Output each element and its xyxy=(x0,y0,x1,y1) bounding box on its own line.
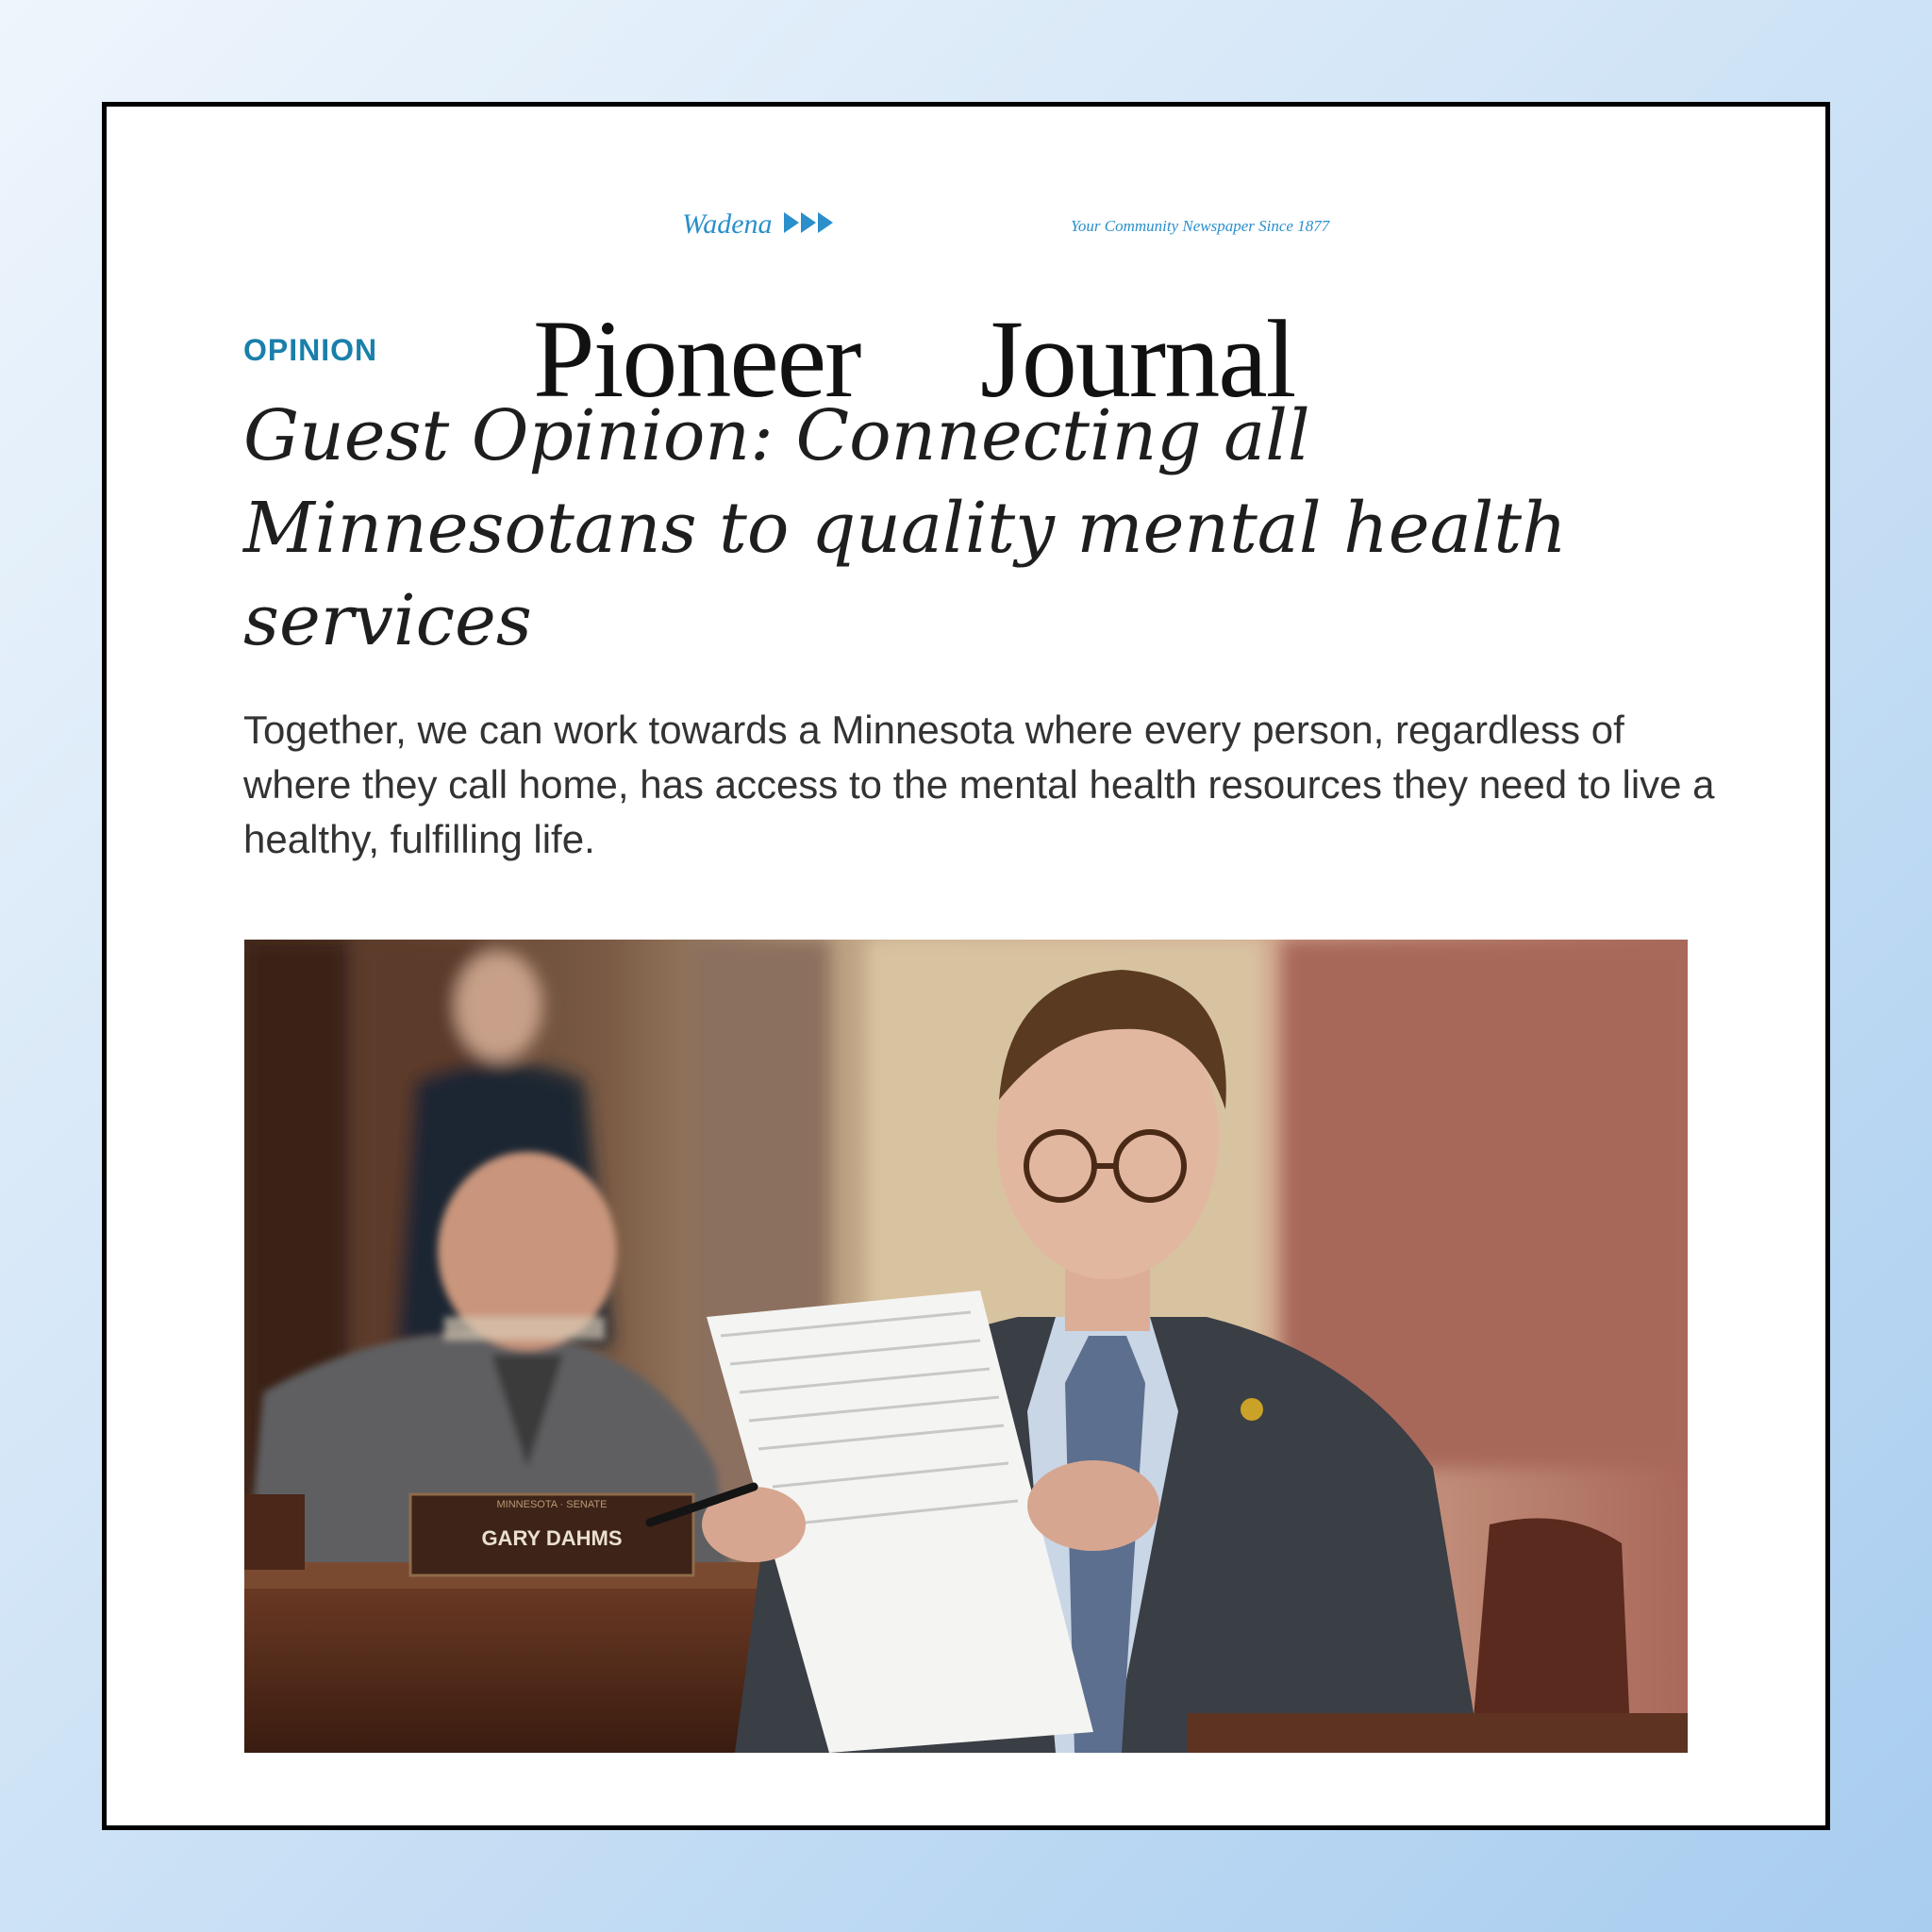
nameplate-name: GARY DAHMS xyxy=(481,1526,623,1550)
section-label[interactable]: OPINION xyxy=(243,333,378,367)
logo-city: Wadena xyxy=(682,208,773,240)
logo-arrows-icon xyxy=(784,212,833,233)
logo-name-pioneer: Pioneer xyxy=(533,297,860,420)
nameplate xyxy=(410,1494,693,1575)
article-card xyxy=(102,102,1830,1830)
senate-chamber-photo xyxy=(244,940,1688,1753)
logo-tagline: Your Community Newspaper Since 1877 xyxy=(1071,217,1330,235)
logo-name-journal: Journal xyxy=(980,297,1295,420)
masthead xyxy=(107,193,1825,420)
newspaper-logo[interactable] xyxy=(107,193,1825,420)
article-photo[interactable] xyxy=(244,940,1688,1753)
article-dek: Together, we can work towards a Minnesota where every person, regardless of where they call home, has access to the mental health resources they need to live a healthy, fulfilling life. xyxy=(243,708,1715,861)
nameplate-header: MINNESOTA · SENATE xyxy=(496,1499,608,1510)
article-headline[interactable]: Guest Opinion: Connecting all Minnesotans to quality mental health services xyxy=(243,395,1567,661)
